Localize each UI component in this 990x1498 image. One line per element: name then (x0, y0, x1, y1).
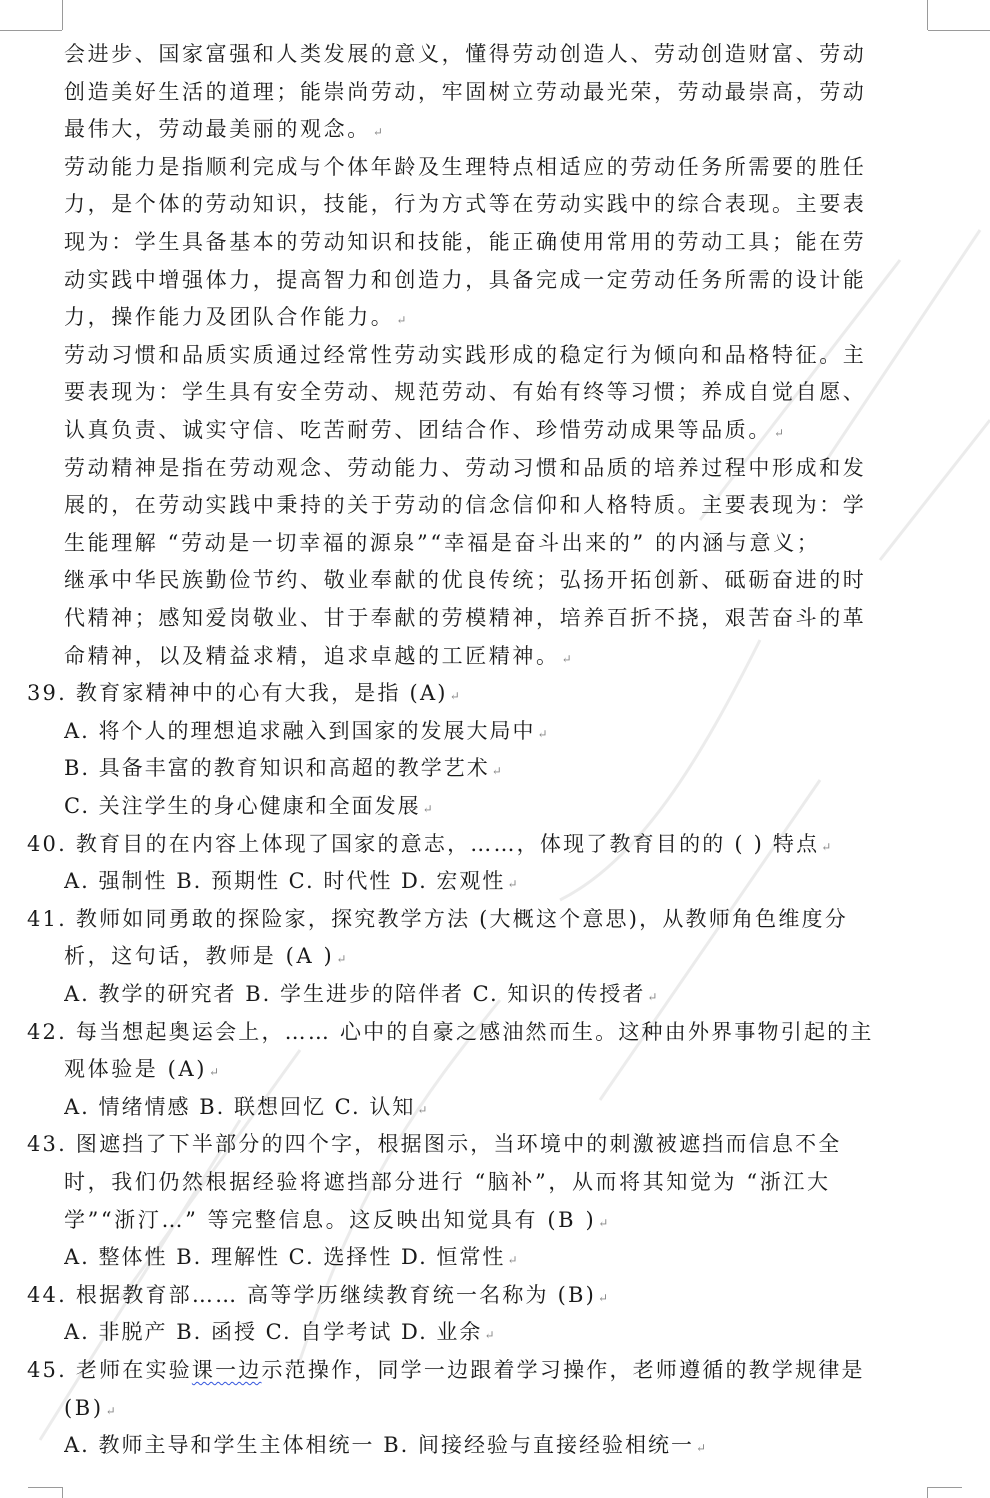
question-44-options: A. 非脱产 B. 函授 C. 自学考试 D. 业余 ↵ (64, 1320, 495, 1345)
question-39-option-b: B. 具备丰富的教育知识和高超的教学艺术 ↵ (64, 756, 502, 781)
paragraph-labor-ability-line-1: 劳动能力是指顺利完成与个体年龄及生理特点相适应的劳动任务所需要的胜任 (64, 154, 867, 179)
question-45-stem-line-2: (B) ↵ (64, 1395, 116, 1420)
paragraph-mark: ↵ (491, 764, 502, 779)
question-42-stem-line-1: 42. 每当想起奥运会上，…… 心中的自豪之感油然而生。这种由外界事物引起的主 (27, 1019, 874, 1044)
paragraph-labor-habit-line-3: 认真负责、诚实守信、吃苦耐劳、团结合作、珍惜劳动成果等品质。 ↵ (64, 418, 785, 442)
paragraph-mark: ↵ (507, 1253, 518, 1268)
question-40-options: A. 强制性 B. 预期性 C. 时代性 D. 宏观性 ↵ (64, 869, 518, 894)
crop-mark-top-right-vertical (927, 0, 928, 30)
question-45-options: A. 教师主导和学生主体相统一 B. 间接经验与直接经验相统一 ↵ (64, 1433, 707, 1458)
question-43-stem-line-3: 学”“浙汀…” 等完整信息。这反映出知觉具有 (B ) ↵ (64, 1207, 609, 1232)
question-39-option-a: A. 将个人的理想追求融入到国家的发展大局中 ↵ (64, 718, 548, 743)
crop-mark-bottom-right (928, 1487, 962, 1488)
paragraph-labor-ability-line-5: 力，操作能力及团队合作能力。 ↵ (64, 305, 407, 330)
question-43-stem-line-2: 时，我们仍然根据经验将遮挡部分进行 “脑补”，从而将其知觉为 “浙江大 (64, 1170, 831, 1194)
question-41-options: A. 教学的研究者 B. 学生进步的陪伴者 C. 知识的传授者 ↵ (64, 982, 658, 1006)
paragraph-mark: ↵ (537, 726, 548, 741)
spellcheck-underline: 课一边 (191, 1358, 262, 1382)
question-43-stem-line-1: 43. 图遮挡了下半部分的四个字，根据图示，当环境中的刺激被遮挡而信息不全 (27, 1132, 842, 1157)
paragraph-mark: ↵ (598, 1290, 609, 1305)
crop-mark-bottom-left (28, 1487, 62, 1488)
paragraph-labor-spirit-line-4: 继承中华民族勤俭节约、敬业奉献的优良传统；弘扬开拓创新、砥砺奋进的时 (64, 568, 867, 593)
question-42-stem-line-2: 观体验是 (A) ↵ (64, 1057, 220, 1082)
paragraph-mark: ↵ (821, 839, 832, 854)
paragraph-labor-spirit-line-2: 展的，在劳动实践中秉持的关于劳动的信念信仰和人格特质。主要表现为：学 (64, 493, 867, 518)
paragraph-labor-ability-line-4: 动实践中增强体力，提高智力和创造力，具备完成一定劳动任务所需的设计能 (64, 267, 867, 292)
question-41-stem-line-2: 析，这句话，教师是 (A ) ↵ (64, 944, 347, 969)
question-45-stem-line-1: 45. 老师在实验课一边示范操作，同学一边跟着学习操作，老师遵循的教学规律是 (27, 1358, 865, 1382)
question-40-stem: 40. 教育目的在内容上体现了国家的意志，……，体现了教育目的的 ( ) 特点 ↵ (27, 831, 832, 856)
crop-mark-bottom-right-vertical (927, 1487, 928, 1498)
paragraph-labor-habit-line-2: 要表现为：学生具有安全劳动、规范劳动、有始有终等习惯；养成自觉自愿、 (64, 380, 867, 405)
question-44-stem: 44. 根据教育部…… 高等学历继续教育统一名称为 (B) ↵ (27, 1282, 609, 1307)
paragraph-labor-spirit-line-6: 命精神，以及精益求精，追求卓越的工匠精神。 ↵ (64, 643, 572, 668)
paragraph-labor-spirit-line-5: 代精神；感知爱岗敬业、甘于奉献的劳模精神，培养百折不挠，艰苦奋斗的革 (64, 606, 867, 630)
paragraph-mark: ↵ (105, 1403, 116, 1418)
paragraph-mark: ↵ (417, 1102, 428, 1117)
paragraph-mark: ↵ (449, 689, 460, 704)
crop-mark-top-right (928, 30, 990, 31)
question-39-option-c: C. 关注学生的身心健康和全面发展 ↵ (64, 794, 433, 818)
paragraph-labor-ability-line-3: 现为：学生具备基本的劳动知识和技能，能正确使用常用的劳动工具；能在劳 (64, 230, 867, 254)
paragraph-mark: ↵ (695, 1441, 707, 1456)
paragraph-labor-concept-line-2: 创造美好生活的道理；能崇尚劳动，牢固树立劳动最光荣，劳动最崇高，劳动 (64, 79, 867, 104)
crop-mark-top-left (0, 30, 62, 31)
paragraph-labor-ability-line-2: 力，是个体的劳动知识，技能，行为方式等在劳动实践中的综合表现。主要表 (64, 192, 867, 217)
question-39-stem: 39. 教育家精神中的心有大我，是指 (A) ↵ (27, 681, 460, 706)
paragraph-mark: ↵ (422, 802, 433, 816)
paragraph-labor-spirit-line-1: 劳动精神是指在劳动观念、劳动能力、劳动习惯和品质的培养过程中形成和发 (64, 455, 867, 480)
paragraph-labor-spirit-line-3: 生能理解 “劳动是一切幸福的源泉”“幸福是奋斗出来的” 的内涵与意义； (64, 530, 821, 555)
paragraph-mark: ↵ (372, 125, 383, 140)
paragraph-mark: ↵ (209, 1065, 220, 1080)
question-43-options: A. 整体性 B. 理解性 C. 选择性 D. 恒常性 ↵ (64, 1245, 518, 1270)
question-41-stem-line-1: 41. 教师如同勇敢的探险家，探究教学方法 (大概这个意思)，从教师角色维度分 (27, 906, 848, 931)
crop-mark-top-left-vertical (62, 0, 63, 30)
paragraph-labor-concept-line-1: 会进步、国家富强和人类发展的意义，懂得劳动创造人、劳动创造财富、劳动 (64, 42, 867, 66)
paragraph-mark: ↵ (484, 1328, 495, 1343)
paragraph-mark: ↵ (774, 426, 785, 440)
paragraph-mark: ↵ (598, 1215, 609, 1230)
paragraph-mark: ↵ (561, 651, 572, 666)
crop-mark-bottom-left-vertical (62, 1487, 63, 1498)
paragraph-mark: ↵ (647, 990, 658, 1004)
paragraph-labor-habit-line-1: 劳动习惯和品质实质通过经常性劳动实践形成的稳定行为倾向和品格特征。主 (64, 342, 867, 367)
paragraph-mark: ↵ (507, 877, 518, 892)
paragraph-labor-concept-line-3: 最伟大，劳动最美丽的观念。 ↵ (64, 117, 383, 142)
question-42-options: A. 情绪情感 B. 联想回忆 C. 认知 ↵ (64, 1094, 428, 1119)
paragraph-mark: ↵ (336, 952, 347, 967)
paragraph-mark: ↵ (396, 313, 407, 328)
